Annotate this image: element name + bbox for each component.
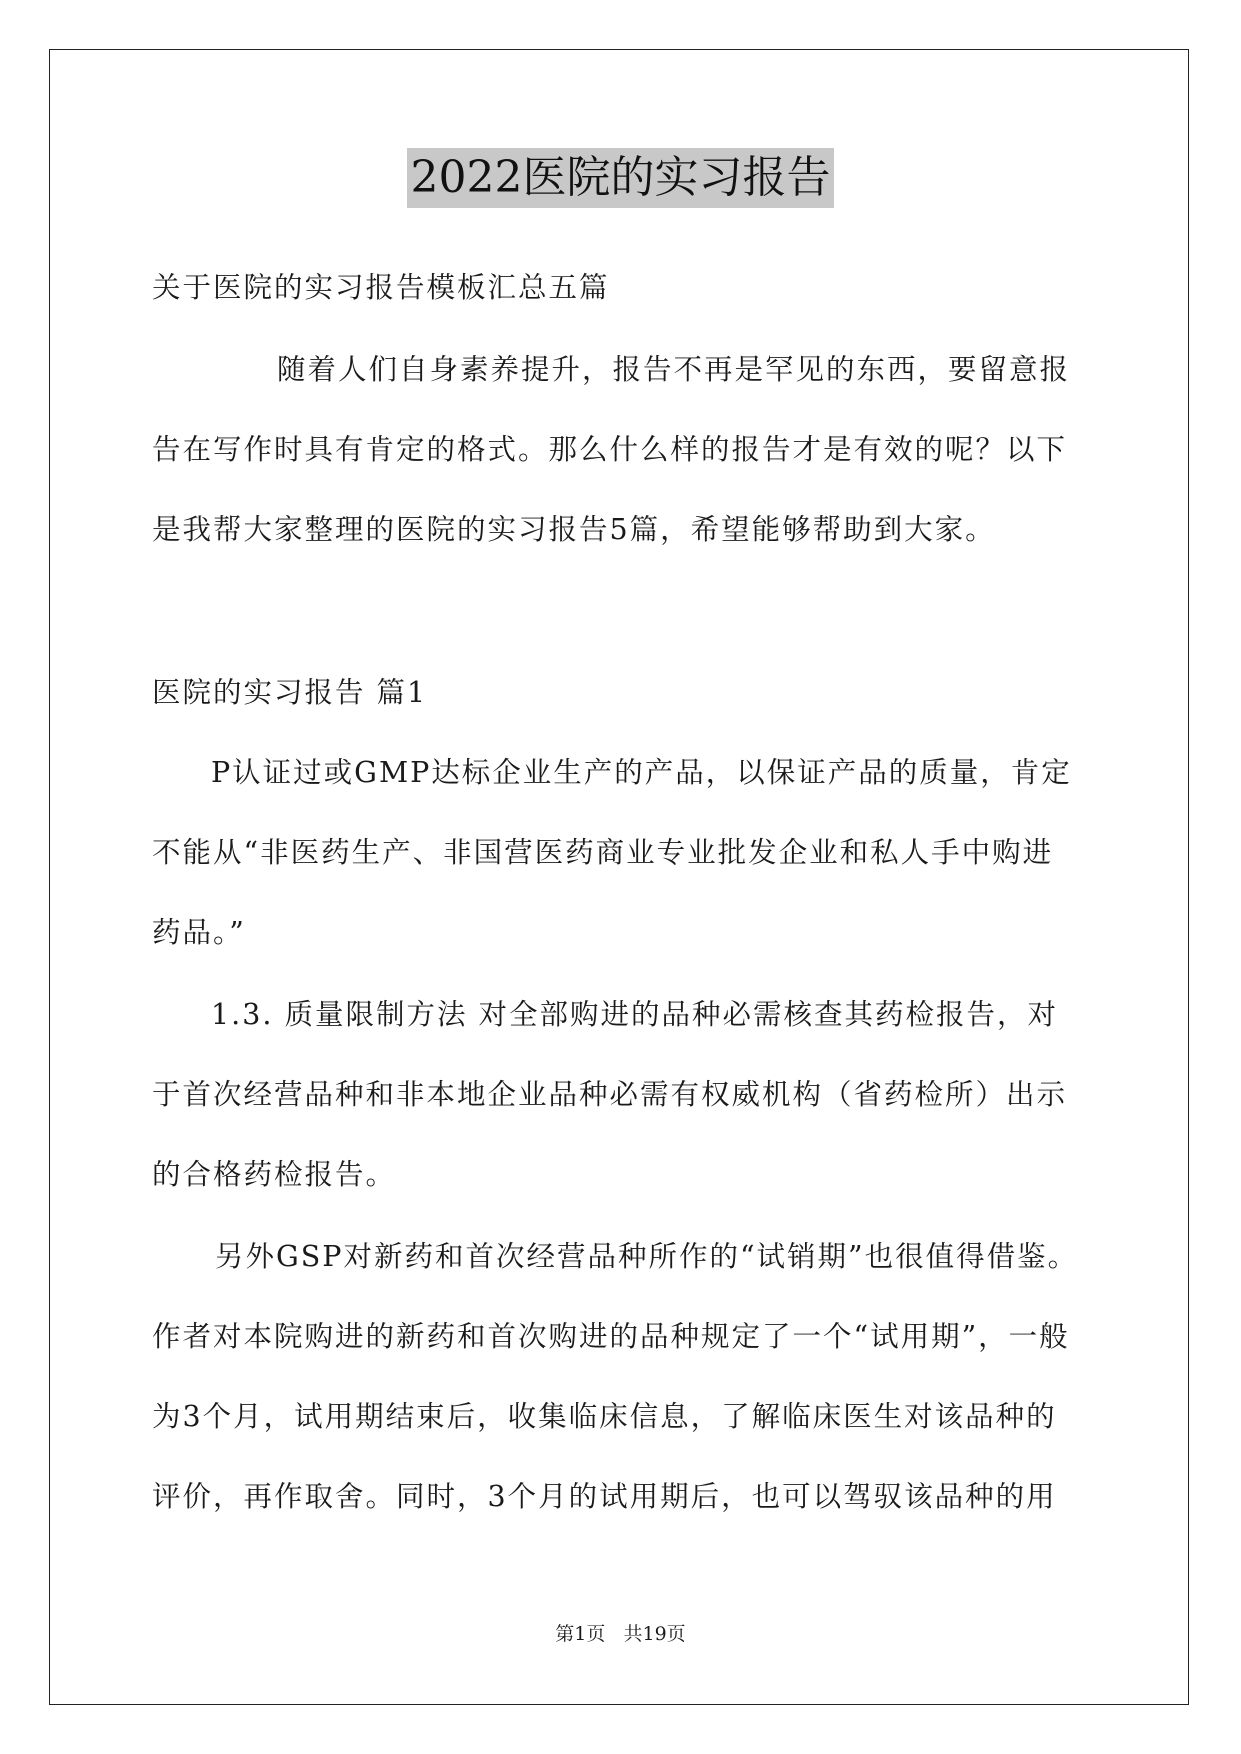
paragraph-line: 评价，再作取舍。同时，3个月的试用期后，也可以驾驭该品种的用: [152, 1480, 1057, 1513]
paragraph-line: 另外GSP对新药和首次经营品种所作的“试销期”也很值得借鉴。: [215, 1240, 1079, 1273]
paragraph-line: 作者对本院购进的新药和首次购进的品种规定了一个“试用期”，一般: [152, 1320, 1070, 1353]
paragraph-line: 为3个月，试用期结束后，收集临床信息，了解临床医生对该品种的: [152, 1400, 1057, 1433]
paragraph-line: 1.3. 质量限制方法 对全部购进的品种必需核查其药检报告，对: [211, 998, 1059, 1031]
paragraph-line: P认证过或GMP达标企业生产的产品，以保证产品的质量，肯定: [211, 756, 1072, 789]
document-title: 2022医院的实习报告: [407, 148, 835, 208]
paragraph-line: 药品。”: [152, 916, 246, 949]
section-heading: 医院的实习报告 篇1: [152, 676, 428, 709]
intro-line: 告在写作时具有肯定的格式。那么什么样的报告才是有效的呢？以下: [152, 433, 1068, 466]
page-number-footer: 第1页 共19页: [555, 1623, 686, 1645]
document-subtitle: 关于医院的实习报告模板汇总五篇: [152, 271, 610, 304]
paragraph-line: 于首次经营品种和非本地企业品种必需有权威机构（省药检所）出示: [152, 1078, 1068, 1111]
intro-line: 随着人们自身素养提升，报告不再是罕见的东西，要留意报: [277, 353, 1071, 386]
paragraph-line: 的合格药检报告。: [152, 1158, 397, 1191]
paragraph-line: 不能从“非医药生产、非国营医药商业专业批发企业和私人手中购进: [152, 836, 1054, 869]
intro-line: 是我帮大家整理的医院的实习报告5篇，希望能够帮助到大家。: [152, 513, 996, 546]
